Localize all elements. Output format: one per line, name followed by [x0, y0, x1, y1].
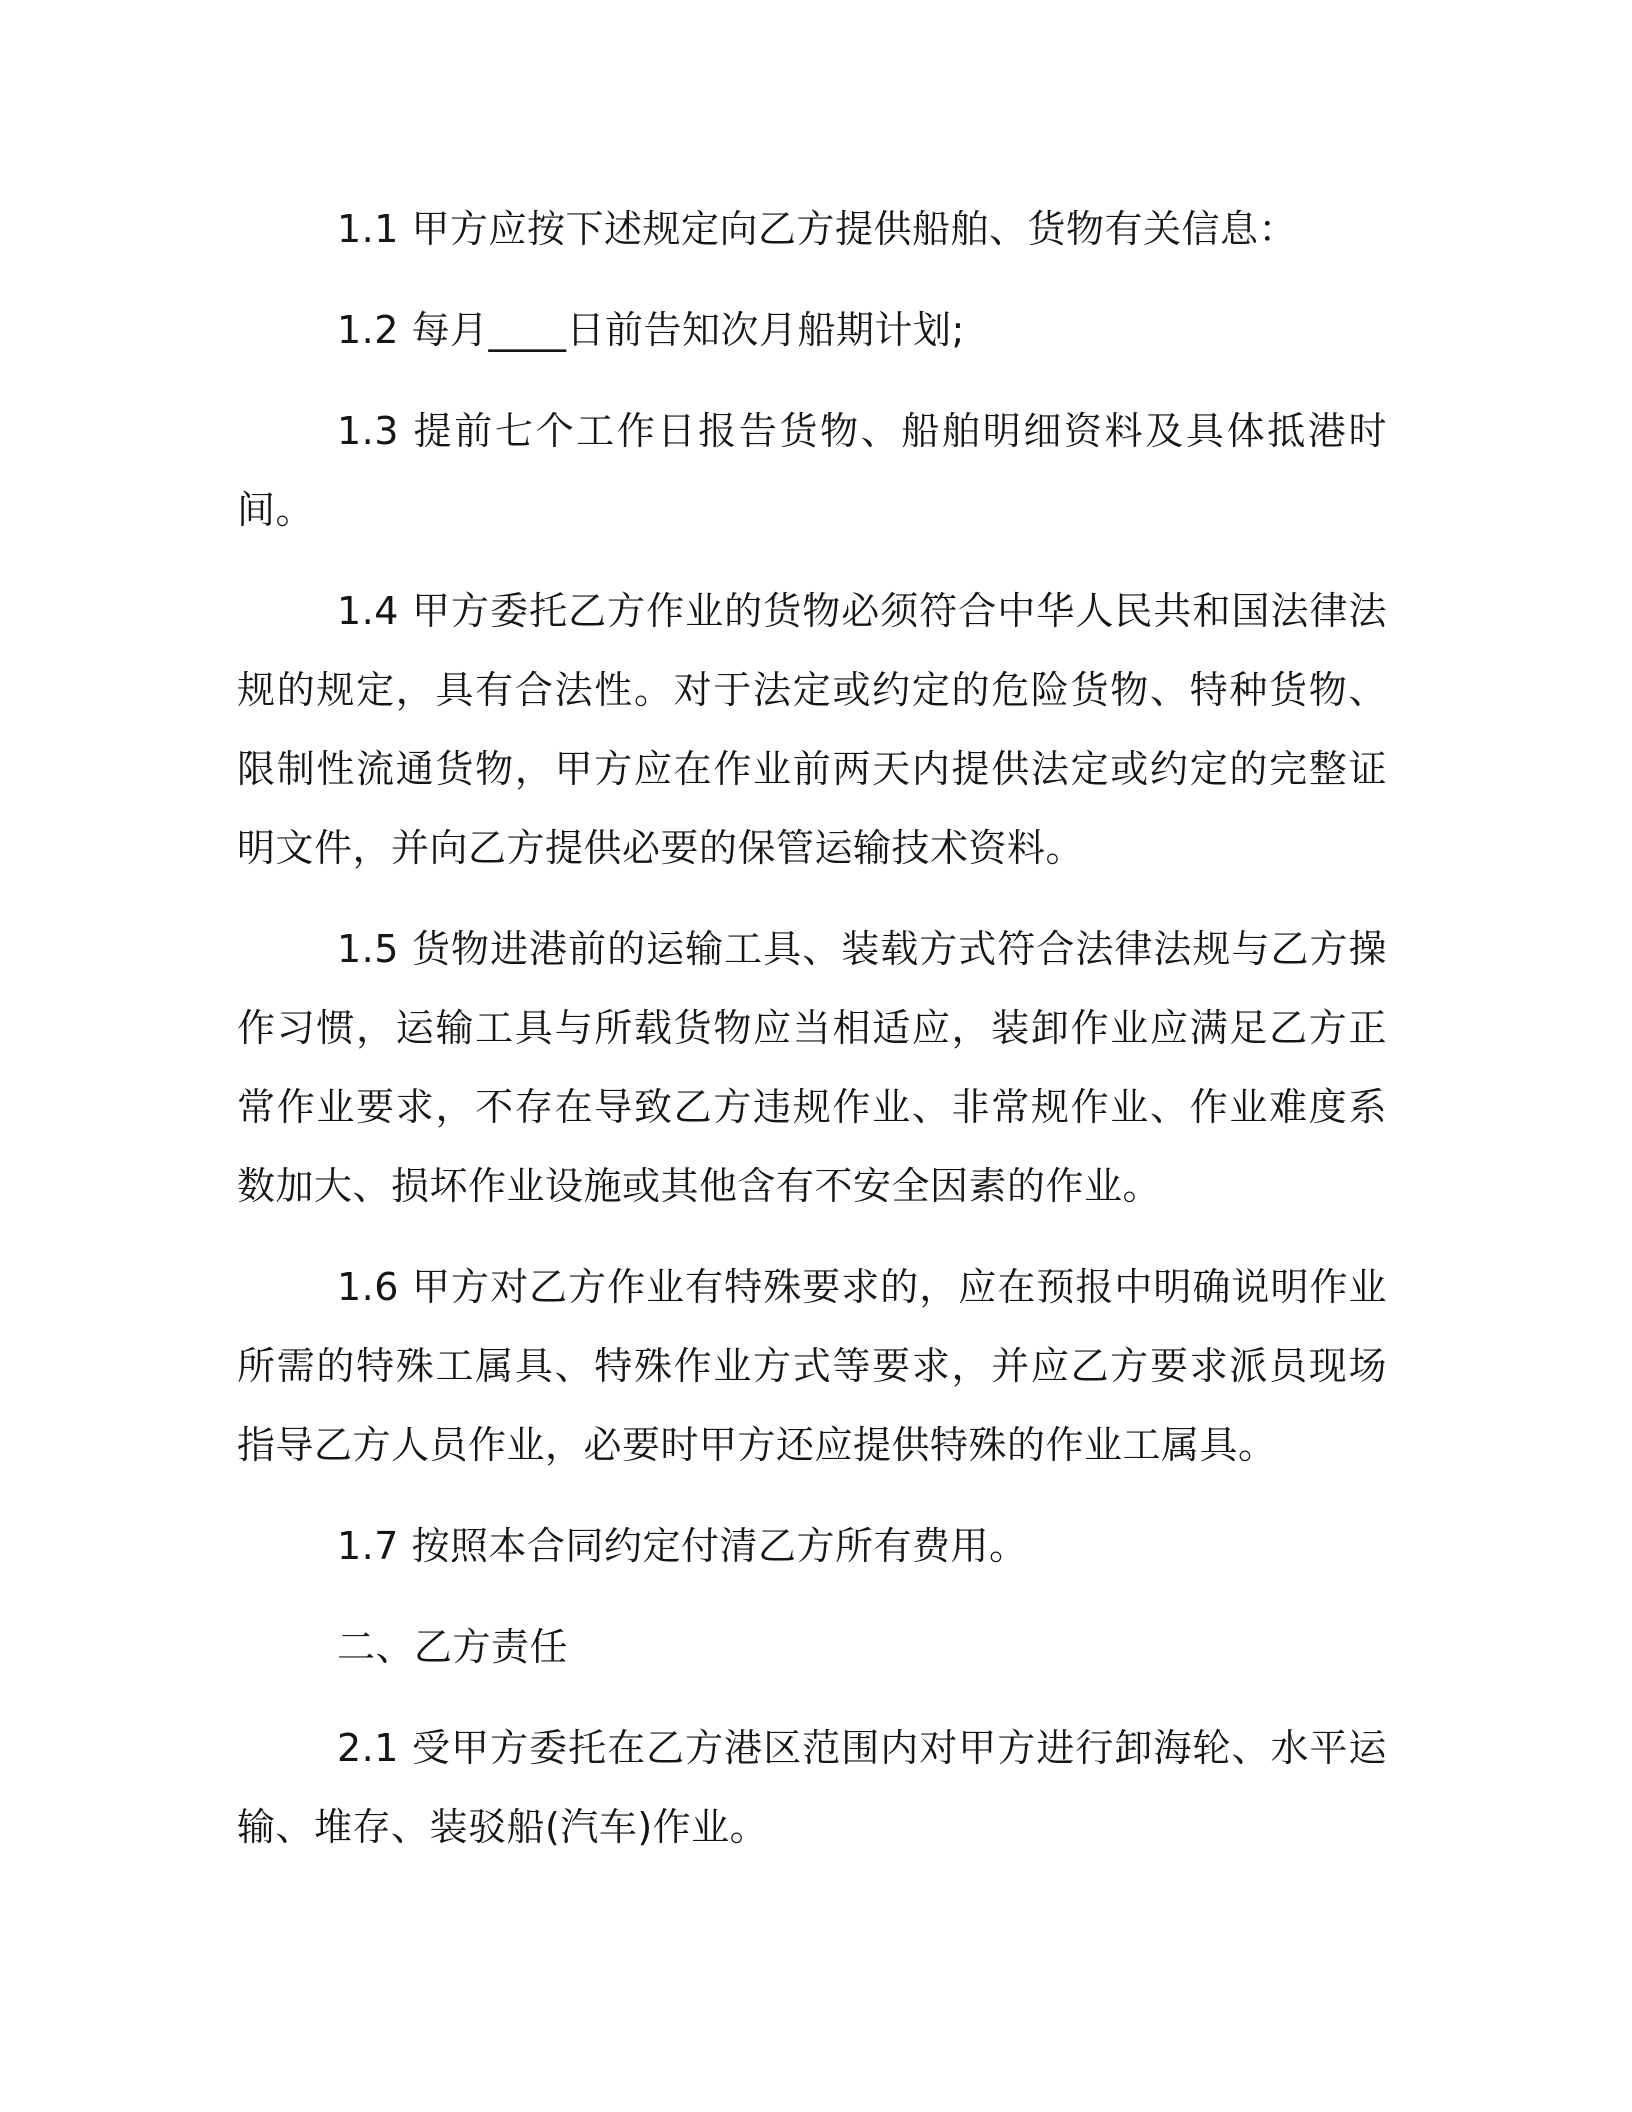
- paragraph-gap: [237, 1586, 1387, 1608]
- paragraph-1-5: 1.5 货物进港前的运输工具、装载方式符合法律法规与乙方操作习惯，运输工具与所载货物应当相适应，装卸作业应满足乙方正常作业要求，不存在导致乙方违规作业、非常规作业、作业难度系数加大、损坏作业设施或其他含有不安全因素的作业。: [237, 927, 1387, 1208]
- paragraph-gap: [237, 888, 1387, 910]
- paragraph-1-6: 1.6 甲方对乙方作业有特殊要求的，应在预报中明确说明作业所需的特殊工属具、特殊作业方式等要求，并应乙方要求派员现场指导乙方人员作业，必要时甲方还应提供特殊的作业工属具。: [237, 1265, 1387, 1467]
- paragraph-1-4: 1.4 甲方委托乙方作业的货物必须符合中华人民共和国法律法规的规定，具有合法性。对于法定或约定的危险货物、特种货物、限制性流通货物，甲方应在作业前两天内提供法定或约定的完整证明文件，并向乙方提供必要的保管运输技术资料。: [237, 589, 1387, 870]
- paragraph-gap: [237, 1226, 1387, 1248]
- paragraph-gap: [237, 269, 1387, 291]
- document-body: [237, 190, 1387, 1867]
- paragraph-gap: [237, 370, 1387, 392]
- paragraph-1-1: 1.1 甲方应按下述规定向乙方提供船舶、货物有关信息：: [337, 207, 1298, 251]
- paragraph-2-1: 2.1 受甲方委托在乙方港区范围内对甲方进行卸海轮、水平运输、堆存、装驳船(汽车)作业。: [237, 1726, 1387, 1849]
- paragraph-gap: [237, 550, 1387, 572]
- paragraph-1-7: 1.7 按照本合同约定付清乙方所有费用。: [337, 1524, 1028, 1568]
- paragraph-gap: [237, 1687, 1387, 1709]
- paragraph-1-2: 1.2 每月____日前告知次月船期计划;: [337, 308, 965, 352]
- paragraph-1-3: 1.3 提前七个工作日报告货物、船舶明细资料及具体抵港时间。: [237, 409, 1387, 532]
- paragraph-gap: [237, 1485, 1387, 1507]
- section-heading-party-b-responsibility: 二、乙方责任: [337, 1625, 569, 1669]
